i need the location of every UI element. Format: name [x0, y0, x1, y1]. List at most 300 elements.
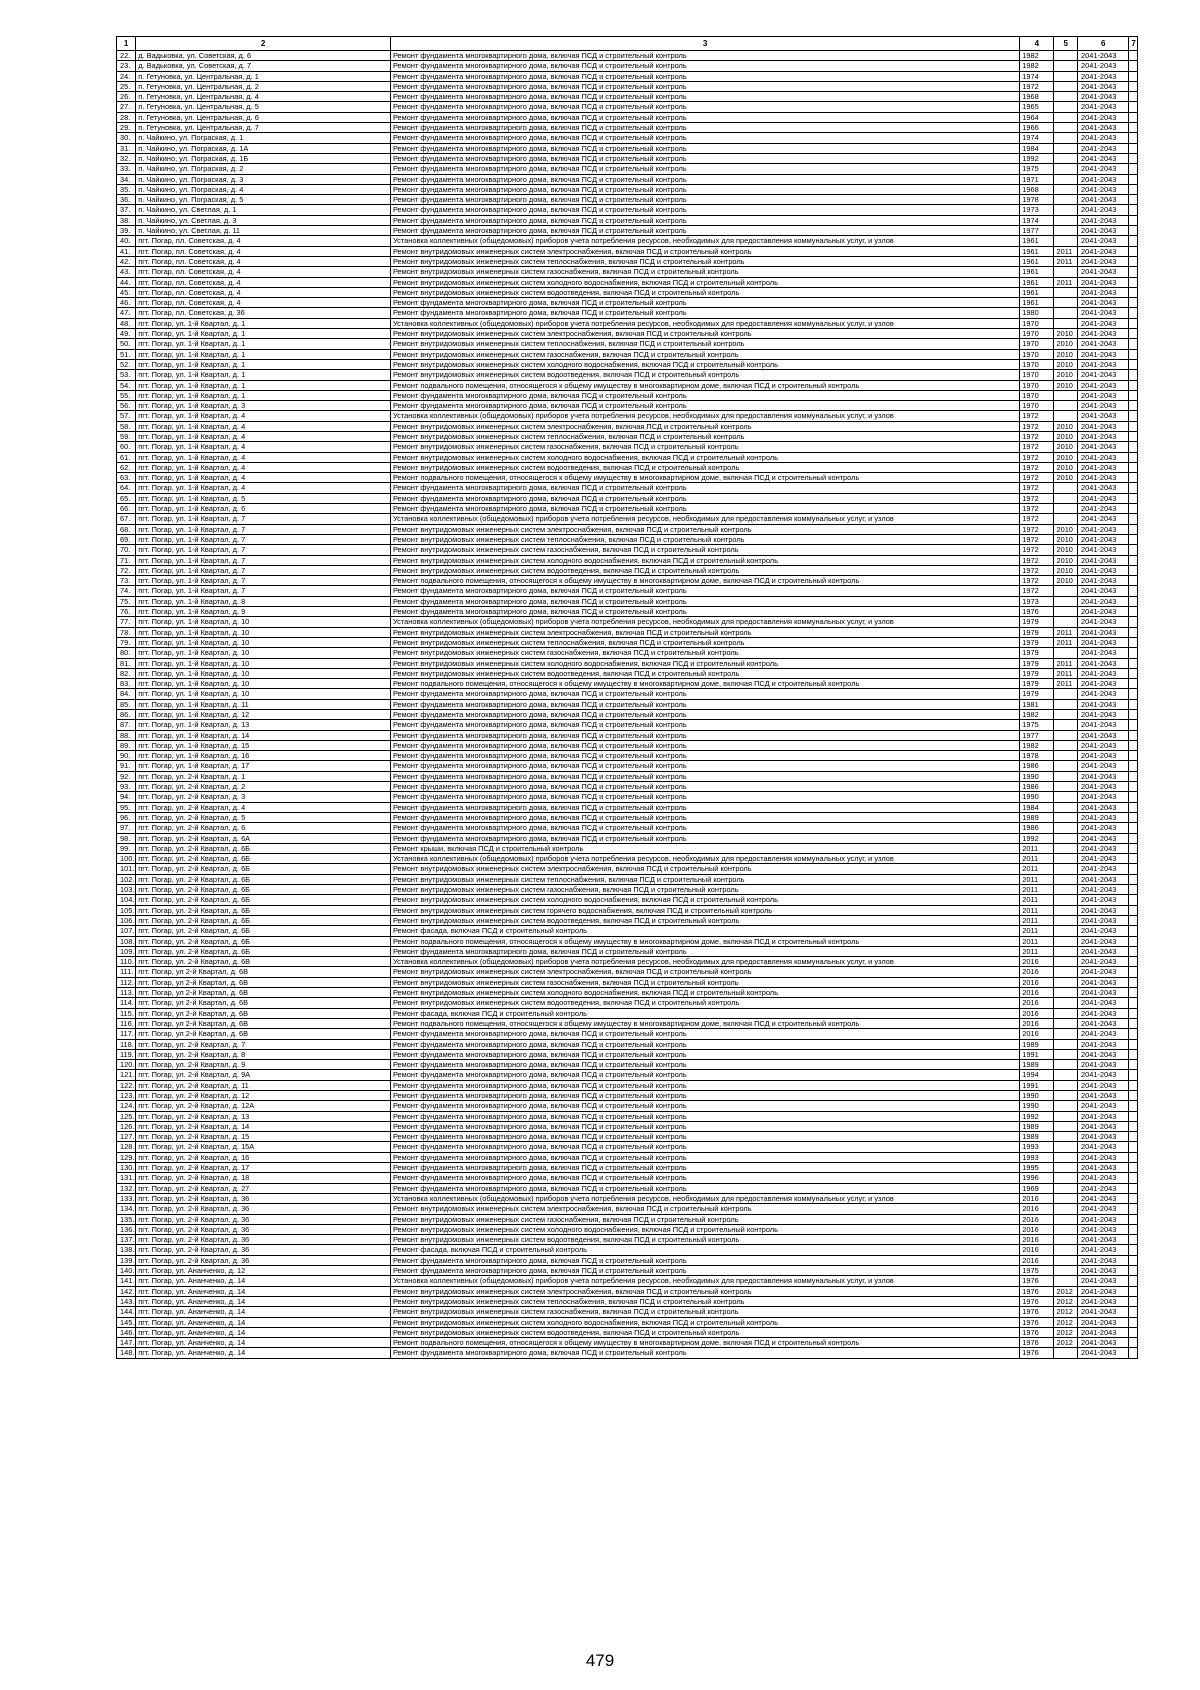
row-number: 54.: [117, 380, 136, 390]
row-year-built: 1992: [1020, 153, 1054, 163]
row-number: 28.: [117, 112, 136, 122]
row-empty-cell: [1129, 411, 1138, 421]
row-year-last-repair: [1054, 401, 1078, 411]
row-planned-period: 2041-2043: [1078, 329, 1129, 339]
row-empty-cell: [1129, 205, 1138, 215]
row-number: 101.: [117, 864, 136, 874]
row-planned-period: 2041-2043: [1078, 318, 1129, 328]
row-planned-period: 2041-2043: [1078, 823, 1129, 833]
table-row: [117, 885, 1138, 895]
table-row: [117, 524, 1138, 534]
row-planned-period: 2041-2043: [1078, 1235, 1129, 1245]
row-work-type: Ремонт внутридомовых инженерных систем газоснабжения, включая ПСД и строительный контроль: [390, 545, 1019, 555]
table-row: [117, 1090, 1138, 1100]
row-year-last-repair: [1054, 1152, 1078, 1162]
row-work-type: Ремонт фундамента многоквартирного дома, включая ПСД и строительный контроль: [390, 174, 1019, 184]
row-number: 128.: [117, 1142, 136, 1152]
row-number: 35.: [117, 184, 136, 194]
row-address: пгт. Погар, ул. Ананченко, д. 12: [136, 1266, 391, 1276]
row-year-built: 1972: [1020, 586, 1054, 596]
row-address: д. Вадьковка, ул. Советская, д. 7: [136, 61, 391, 71]
row-address: п. Чайкино, ул. Пограская, д. 3: [136, 174, 391, 184]
row-year-built: 1989: [1020, 812, 1054, 822]
row-planned-period: 2041-2043: [1078, 102, 1129, 112]
row-empty-cell: [1129, 576, 1138, 586]
row-year-last-repair: [1054, 1193, 1078, 1203]
row-year-built: 1978: [1020, 751, 1054, 761]
row-address: пгт. Погар, ул. 2-й Квартал, д. 5: [136, 812, 391, 822]
row-empty-cell: [1129, 102, 1138, 112]
row-work-type: Ремонт фундамента многоквартирного дома, включая ПСД и строительный контроль: [390, 586, 1019, 596]
row-planned-period: 2041-2043: [1078, 1049, 1129, 1059]
row-planned-period: 2041-2043: [1078, 751, 1129, 761]
row-planned-period: 2041-2043: [1078, 514, 1129, 524]
row-year-built: 1972: [1020, 545, 1054, 555]
row-number: 25.: [117, 81, 136, 91]
row-year-built: 2016: [1020, 1018, 1054, 1028]
row-number: 78.: [117, 627, 136, 637]
row-year-last-repair: [1054, 1060, 1078, 1070]
table-row: [117, 401, 1138, 411]
row-year-built: 1961: [1020, 236, 1054, 246]
row-work-type: Ремонт фасада, включая ПСД и строительный контроль: [390, 1008, 1019, 1018]
row-work-type: Ремонт подвального помещения, относящегося к общему имуществу в многоквартирном доме, включая ПСД и строительный контроль: [390, 679, 1019, 689]
row-number: 31.: [117, 143, 136, 153]
row-year-last-repair: [1054, 586, 1078, 596]
row-work-type: Ремонт подвального помещения, относящегося к общему имуществу в многоквартирном доме, включая ПСД и строительный контроль: [390, 936, 1019, 946]
row-empty-cell: [1129, 586, 1138, 596]
row-year-built: 1979: [1020, 679, 1054, 689]
row-year-built: 1961: [1020, 246, 1054, 256]
row-year-last-repair: 2010: [1054, 380, 1078, 390]
row-year-built: 1991: [1020, 1080, 1054, 1090]
row-empty-cell: [1129, 720, 1138, 730]
row-work-type: Ремонт внутридомовых инженерных систем холодного водоснабжения, включая ПСД и строительный контроль: [390, 1317, 1019, 1327]
row-year-last-repair: [1054, 1049, 1078, 1059]
row-work-type: Ремонт внутридомовых инженерных систем холодного водоснабжения, включая ПСД и строительный контроль: [390, 1224, 1019, 1234]
row-work-type: Установка коллективных (общедомовых) приборов учета потребления ресурсов, необходимых для предоставления коммунальных услуг, и узлов: [390, 957, 1019, 967]
row-year-built: 1979: [1020, 617, 1054, 627]
row-address: пгт. Погар, ул. 2-й Квартал, д. 36: [136, 1204, 391, 1214]
row-planned-period: 2041-2043: [1078, 339, 1129, 349]
row-year-last-repair: [1054, 61, 1078, 71]
row-empty-cell: [1129, 895, 1138, 905]
row-work-type: Ремонт фундамента многоквартирного дома, включая ПСД и строительный контроль: [390, 71, 1019, 81]
table-row: [117, 1039, 1138, 1049]
row-work-type: Ремонт фундамента многоквартирного дома, включая ПСД и строительный контроль: [390, 493, 1019, 503]
row-empty-cell: [1129, 771, 1138, 781]
row-year-last-repair: [1054, 123, 1078, 133]
row-planned-period: 2041-2043: [1078, 184, 1129, 194]
row-year-last-repair: [1054, 226, 1078, 236]
row-year-last-repair: [1054, 792, 1078, 802]
row-number: 48.: [117, 318, 136, 328]
row-empty-cell: [1129, 864, 1138, 874]
row-empty-cell: [1129, 565, 1138, 575]
row-number: 53.: [117, 370, 136, 380]
row-number: 55.: [117, 390, 136, 400]
row-address: пгт. Погар, ул. 1-й Квартал, д. 5: [136, 493, 391, 503]
table-row: [117, 751, 1138, 761]
row-empty-cell: [1129, 92, 1138, 102]
row-year-built: 2016: [1020, 967, 1054, 977]
row-year-built: 1994: [1020, 1070, 1054, 1080]
row-number: 73.: [117, 576, 136, 586]
row-year-built: 1989: [1020, 1060, 1054, 1070]
row-work-type: Ремонт фундамента многоквартирного дома, включая ПСД и строительный контроль: [390, 308, 1019, 318]
row-empty-cell: [1129, 153, 1138, 163]
row-number: 51.: [117, 349, 136, 359]
row-year-built: 1972: [1020, 81, 1054, 91]
row-number: 45.: [117, 287, 136, 297]
row-address: пгт. Погар, ул. 1-й Квартал, д. 1: [136, 359, 391, 369]
row-number: 114.: [117, 998, 136, 1008]
row-number: 115.: [117, 1008, 136, 1018]
row-number: 63.: [117, 473, 136, 483]
row-planned-period: 2041-2043: [1078, 1142, 1129, 1152]
row-number: 79.: [117, 637, 136, 647]
row-year-last-repair: [1054, 1266, 1078, 1276]
row-empty-cell: [1129, 339, 1138, 349]
table-row: [117, 442, 1138, 452]
row-year-last-repair: [1054, 926, 1078, 936]
table-row: [117, 658, 1138, 668]
row-planned-period: 2041-2043: [1078, 123, 1129, 133]
row-work-type: Ремонт фундамента многоквартирного дома, включая ПСД и строительный контроль: [390, 1266, 1019, 1276]
row-address: пгт. Погар, ул. 1-й Квартал, д. 17: [136, 761, 391, 771]
row-year-last-repair: [1054, 1224, 1078, 1234]
row-work-type: Установка коллективных (общедомовых) приборов учета потребления ресурсов, необходимых для предоставления коммунальных услуг, и узлов: [390, 854, 1019, 864]
row-year-built: 1976: [1020, 1327, 1054, 1337]
row-number: 100.: [117, 854, 136, 864]
table-row: [117, 823, 1138, 833]
row-address: пгт. Погар, ул. 1-й Квартал, д. 9: [136, 607, 391, 617]
row-year-built: 1972: [1020, 483, 1054, 493]
row-planned-period: 2041-2043: [1078, 586, 1129, 596]
row-number: 108.: [117, 936, 136, 946]
row-year-built: 1979: [1020, 637, 1054, 647]
row-empty-cell: [1129, 946, 1138, 956]
row-year-last-repair: [1054, 761, 1078, 771]
row-address: пгт. Погар, ул. 1-й Квартал, д. 1: [136, 318, 391, 328]
row-number: 64.: [117, 483, 136, 493]
row-planned-period: 2041-2043: [1078, 761, 1129, 771]
row-year-built: 2011: [1020, 895, 1054, 905]
table-row: [117, 123, 1138, 133]
row-empty-cell: [1129, 442, 1138, 452]
row-number: 125.: [117, 1111, 136, 1121]
row-year-built: 1976: [1020, 1296, 1054, 1306]
row-year-built: 1961: [1020, 256, 1054, 266]
row-empty-cell: [1129, 401, 1138, 411]
row-number: 49.: [117, 329, 136, 339]
row-empty-cell: [1129, 277, 1138, 287]
row-address: пгт. Погар, ул. 2-й Квартал, д. 18: [136, 1173, 391, 1183]
row-planned-period: 2041-2043: [1078, 637, 1129, 647]
row-year-built: 1970: [1020, 339, 1054, 349]
row-year-last-repair: 2010: [1054, 359, 1078, 369]
table-row: [117, 267, 1138, 277]
row-work-type: Ремонт фундамента многоквартирного дома, включая ПСД и строительный контроль: [390, 401, 1019, 411]
row-year-built: 1984: [1020, 802, 1054, 812]
table-row: [117, 1307, 1138, 1317]
row-number: 81.: [117, 658, 136, 668]
row-year-built: 2016: [1020, 1008, 1054, 1018]
row-year-built: 1977: [1020, 226, 1054, 236]
row-work-type: Ремонт фундамента многоквартирного дома, включая ПСД и строительный контроль: [390, 143, 1019, 153]
row-year-last-repair: 2010: [1054, 339, 1078, 349]
row-work-type: Ремонт фундамента многоквартирного дома, включая ПСД и строительный контроль: [390, 81, 1019, 91]
row-year-built: 1973: [1020, 596, 1054, 606]
row-address: пгт. Погар, ул. 2-й Квартал, д. 11: [136, 1080, 391, 1090]
row-year-built: 2011: [1020, 864, 1054, 874]
table-row: [117, 740, 1138, 750]
row-work-type: Ремонт фундамента многоквартирного дома, включая ПСД и строительный контроль: [390, 802, 1019, 812]
row-planned-period: 2041-2043: [1078, 812, 1129, 822]
table-row: [117, 1235, 1138, 1245]
row-year-last-repair: [1054, 843, 1078, 853]
row-empty-cell: [1129, 617, 1138, 627]
row-planned-period: 2041-2043: [1078, 81, 1129, 91]
row-year-last-repair: [1054, 710, 1078, 720]
row-planned-period: 2041-2043: [1078, 915, 1129, 925]
row-planned-period: 2041-2043: [1078, 493, 1129, 503]
row-planned-period: 2041-2043: [1078, 740, 1129, 750]
row-empty-cell: [1129, 874, 1138, 884]
row-planned-period: 2041-2043: [1078, 895, 1129, 905]
row-address: пгт. Погар, ул. 2-й Квартал, д. 6Б: [136, 915, 391, 925]
row-address: пгт. Погар, ул. 2-й Квартал, д. 36: [136, 1255, 391, 1265]
row-empty-cell: [1129, 133, 1138, 143]
table-row: [117, 771, 1138, 781]
row-planned-period: 2041-2043: [1078, 710, 1129, 720]
row-address: пгт. Погар, ул. 2-й Квартал, д. 2: [136, 782, 391, 792]
table-row: [117, 668, 1138, 678]
row-year-last-repair: [1054, 1008, 1078, 1018]
row-address: п. Чайкино, ул. Светлая, д. 3: [136, 215, 391, 225]
row-empty-cell: [1129, 51, 1138, 61]
row-year-last-repair: [1054, 720, 1078, 730]
row-empty-cell: [1129, 998, 1138, 1008]
row-empty-cell: [1129, 1152, 1138, 1162]
row-year-last-repair: [1054, 504, 1078, 514]
row-empty-cell: [1129, 977, 1138, 987]
row-address: пгт. Погар, ул. 2-й Квартал, д. 9А: [136, 1070, 391, 1080]
row-empty-cell: [1129, 287, 1138, 297]
row-address: пгт. Погар, ул. 1-й Квартал, д. 10: [136, 648, 391, 658]
row-number: 145.: [117, 1317, 136, 1327]
row-address: пгт. Погар, ул. 2-й Квартал, д. 6В: [136, 957, 391, 967]
row-number: 142.: [117, 1286, 136, 1296]
row-year-last-repair: [1054, 1029, 1078, 1039]
row-empty-cell: [1129, 236, 1138, 246]
row-number: 111.: [117, 967, 136, 977]
row-address: пгт. Погар, ул. 1-й Квартал, д. 1: [136, 380, 391, 390]
row-number: 137.: [117, 1235, 136, 1245]
row-year-last-repair: 2012: [1054, 1338, 1078, 1348]
row-year-built: 2016: [1020, 1214, 1054, 1224]
table-row: [117, 462, 1138, 472]
table-row: [117, 1049, 1138, 1059]
row-work-type: Ремонт внутридомовых инженерных систем водоотведения, включая ПСД и строительный контроль: [390, 1235, 1019, 1245]
row-number: 69.: [117, 534, 136, 544]
table-row: [117, 792, 1138, 802]
row-year-built: 1980: [1020, 308, 1054, 318]
row-year-built: 1972: [1020, 431, 1054, 441]
row-address: пгт. Погар, ул. 2-й Квартал, д. 6Б: [136, 854, 391, 864]
row-address: пгт. Погар, ул. 1-й Квартал, д. 4: [136, 442, 391, 452]
row-empty-cell: [1129, 226, 1138, 236]
row-work-type: Ремонт внутридомовых инженерных систем газоснабжения, включая ПСД и строительный контроль: [390, 267, 1019, 277]
row-number: 103.: [117, 885, 136, 895]
row-empty-cell: [1129, 761, 1138, 771]
row-work-type: Установка коллективных (общедомовых) приборов учета потребления ресурсов, необходимых для предоставления коммунальных услуг, и узлов: [390, 617, 1019, 627]
row-year-last-repair: [1054, 267, 1078, 277]
row-work-type: Ремонт фундамента многоквартирного дома, включая ПСД и строительный контроль: [390, 1029, 1019, 1039]
row-number: 95.: [117, 802, 136, 812]
row-planned-period: 2041-2043: [1078, 1080, 1129, 1090]
row-year-built: 1995: [1020, 1163, 1054, 1173]
row-empty-cell: [1129, 370, 1138, 380]
row-number: 77.: [117, 617, 136, 627]
row-number: 82.: [117, 668, 136, 678]
row-empty-cell: [1129, 782, 1138, 792]
header-cell-2: 2: [136, 37, 391, 51]
row-work-type: Ремонт фундамента многоквартирного дома, включая ПСД и строительный контроль: [390, 710, 1019, 720]
row-year-built: 2016: [1020, 1224, 1054, 1234]
row-year-built: 2011: [1020, 874, 1054, 884]
row-year-last-repair: 2010: [1054, 349, 1078, 359]
row-empty-cell: [1129, 1080, 1138, 1090]
row-address: пгт. Погар, ул. 1-й Квартал, д. 7: [136, 555, 391, 565]
row-number: 75.: [117, 596, 136, 606]
table-row: [117, 1142, 1138, 1152]
row-empty-cell: [1129, 1286, 1138, 1296]
row-planned-period: 2041-2043: [1078, 1204, 1129, 1214]
table-row: [117, 926, 1138, 936]
table-row: [117, 710, 1138, 720]
row-year-built: 2011: [1020, 905, 1054, 915]
row-number: 76.: [117, 607, 136, 617]
row-year-last-repair: [1054, 1183, 1078, 1193]
row-number: 123.: [117, 1090, 136, 1100]
row-number: 32.: [117, 153, 136, 163]
row-work-type: Ремонт фундамента многоквартирного дома, включая ПСД и строительный контроль: [390, 730, 1019, 740]
row-planned-period: 2041-2043: [1078, 668, 1129, 678]
row-year-last-repair: 2011: [1054, 679, 1078, 689]
row-year-last-repair: [1054, 915, 1078, 925]
row-year-built: 1976: [1020, 1348, 1054, 1358]
row-planned-period: 2041-2043: [1078, 370, 1129, 380]
row-address: пгт. Погар, ул. 1-й Квартал, д. 7: [136, 524, 391, 534]
row-number: 23.: [117, 61, 136, 71]
table-row: [117, 1296, 1138, 1306]
row-number: 91.: [117, 761, 136, 771]
row-work-type: Ремонт фундамента многоквартирного дома, включая ПСД и строительный контроль: [390, 215, 1019, 225]
row-work-type: Ремонт фундамента многоквартирного дома, включая ПСД и строительный контроль: [390, 1183, 1019, 1193]
row-year-built: 1972: [1020, 462, 1054, 472]
row-work-type: Ремонт внутридомовых инженерных систем электроснабжения, включая ПСД и строительный контроль: [390, 1204, 1019, 1214]
row-year-last-repair: 2010: [1054, 431, 1078, 441]
row-address: пгт. Погар, пл. Советская, д. 4: [136, 267, 391, 277]
row-number: 34.: [117, 174, 136, 184]
row-address: пгт. Погар, ул. 1-й Квартал, д. 4: [136, 462, 391, 472]
row-planned-period: 2041-2043: [1078, 1296, 1129, 1306]
row-number: 42.: [117, 256, 136, 266]
row-empty-cell: [1129, 936, 1138, 946]
row-year-built: 1979: [1020, 689, 1054, 699]
row-empty-cell: [1129, 1049, 1138, 1059]
row-work-type: Ремонт фундамента многоквартирного дома, включая ПСД и строительный контроль: [390, 205, 1019, 215]
row-planned-period: 2041-2043: [1078, 1101, 1129, 1111]
row-work-type: Ремонт фундамента многоквартирного дома, включая ПСД и строительный контроль: [390, 226, 1019, 236]
row-year-last-repair: [1054, 483, 1078, 493]
row-planned-period: 2041-2043: [1078, 133, 1129, 143]
row-address: пгт. Погар, пл. Советская, д. 4: [136, 246, 391, 256]
row-address: пгт. Погар, ул. Ананченко, д. 14: [136, 1286, 391, 1296]
row-empty-cell: [1129, 545, 1138, 555]
row-year-last-repair: 2011: [1054, 627, 1078, 637]
table-row: [117, 112, 1138, 122]
row-year-last-repair: [1054, 1121, 1078, 1131]
row-planned-period: 2041-2043: [1078, 843, 1129, 853]
row-address: пгт. Погар, ул. 1-й Квартал, д. 7: [136, 565, 391, 575]
row-year-last-repair: 2011: [1054, 637, 1078, 647]
row-year-built: 2011: [1020, 915, 1054, 925]
table-row: [117, 370, 1138, 380]
row-number: 40.: [117, 236, 136, 246]
row-year-built: 1969: [1020, 1183, 1054, 1193]
table-row: [117, 1070, 1138, 1080]
row-address: пгт. Погар, ул. Ананченко, д. 14: [136, 1317, 391, 1327]
row-year-last-repair: 2010: [1054, 421, 1078, 431]
row-year-built: 1990: [1020, 792, 1054, 802]
row-number: 30.: [117, 133, 136, 143]
row-year-last-repair: [1054, 1142, 1078, 1152]
row-address: п. Гетуновка, ул. Центральная, д. 1: [136, 71, 391, 81]
row-empty-cell: [1129, 915, 1138, 925]
row-address: пгт. Погар, ул. 2-й Квартал, д. 6Б: [136, 946, 391, 956]
row-address: пгт. Погар, ул. 1-й Квартал, д. 4: [136, 411, 391, 421]
row-empty-cell: [1129, 1327, 1138, 1337]
row-number: 129.: [117, 1152, 136, 1162]
row-address: п. Гетуновка, ул. Центральная, д. 7: [136, 123, 391, 133]
row-empty-cell: [1129, 1307, 1138, 1317]
row-planned-period: 2041-2043: [1078, 1090, 1129, 1100]
row-address: пгт. Погар, ул. 2-й Квартал, д. 6Б: [136, 895, 391, 905]
row-year-built: 1991: [1020, 1049, 1054, 1059]
row-year-built: 1990: [1020, 771, 1054, 781]
row-planned-period: 2041-2043: [1078, 545, 1129, 555]
row-planned-period: 2041-2043: [1078, 411, 1129, 421]
row-work-type: Ремонт внутридомовых инженерных систем холодного водоснабжения, включая ПСД и строительный контроль: [390, 988, 1019, 998]
row-empty-cell: [1129, 627, 1138, 637]
row-year-built: 1961: [1020, 287, 1054, 297]
row-year-last-repair: 2010: [1054, 565, 1078, 575]
row-number: 70.: [117, 545, 136, 555]
row-number: 96.: [117, 812, 136, 822]
row-work-type: Ремонт фундамента многоквартирного дома, включая ПСД и строительный контроль: [390, 792, 1019, 802]
row-number: 93.: [117, 782, 136, 792]
row-planned-period: 2041-2043: [1078, 1183, 1129, 1193]
row-address: пгт. Погар, ул 2-й Квартал, д. 6В: [136, 977, 391, 987]
row-year-built: 1992: [1020, 833, 1054, 843]
row-address: п. Гетуновка, ул. Центральная, д. 6: [136, 112, 391, 122]
row-empty-cell: [1129, 1224, 1138, 1234]
table-row: [117, 1276, 1138, 1286]
row-year-last-repair: 2011: [1054, 277, 1078, 287]
row-planned-period: 2041-2043: [1078, 524, 1129, 534]
